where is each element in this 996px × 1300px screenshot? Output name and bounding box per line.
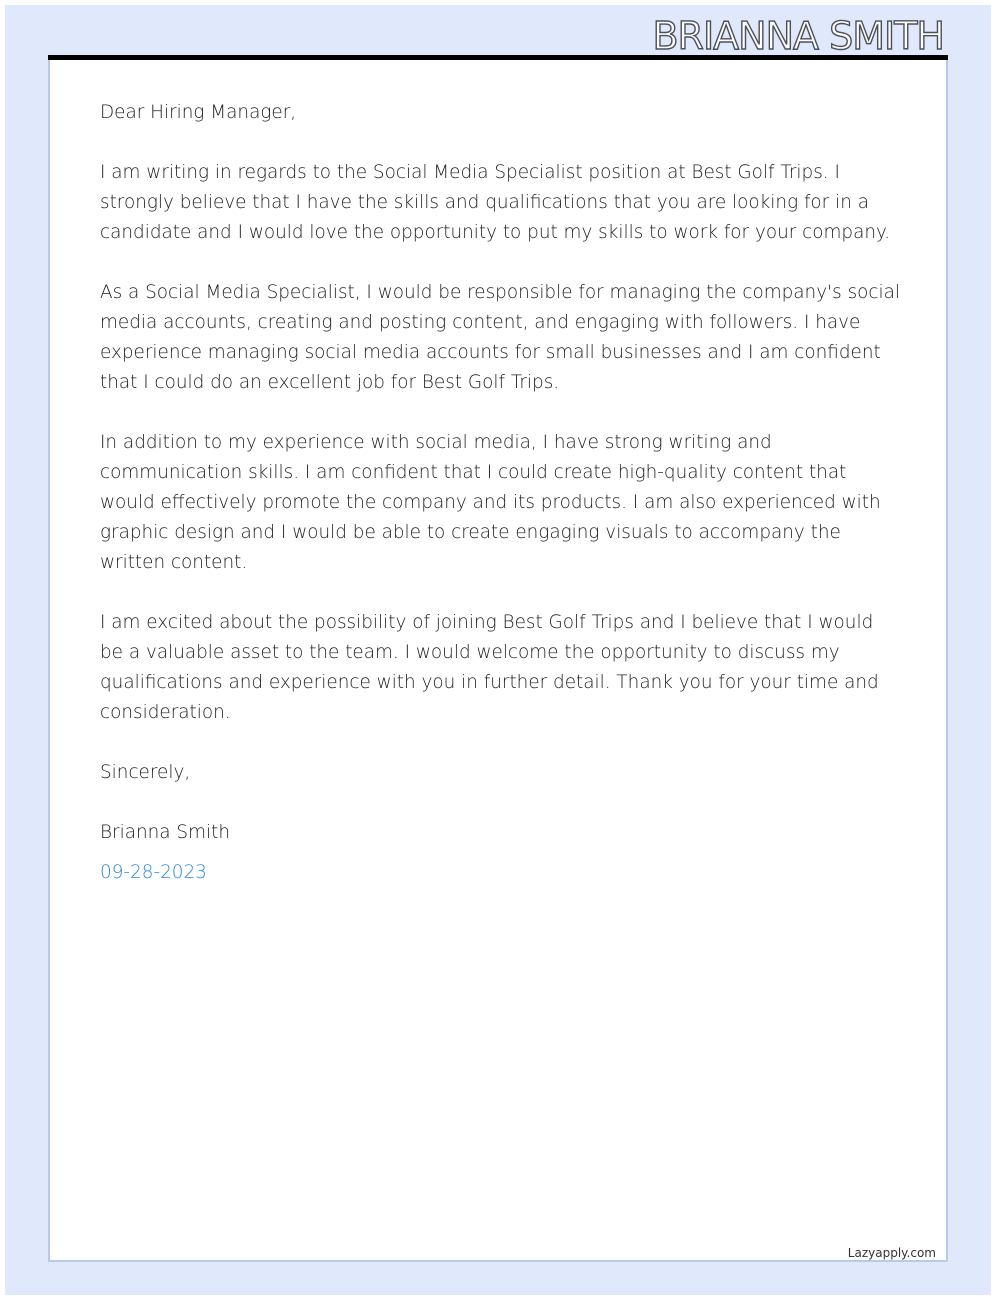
letter-date: 09-28-2023 [100, 862, 207, 883]
salutation: Dear Hiring Manager, [100, 102, 297, 123]
paragraph-closing: I am excited about the possibility of joining Best Golf Trips and I believe that I would be a valuable asset to the team. I would welcome the opportunity to discuss my qualifications and experience with you in further detail. Thank you for your time and consideration. [100, 612, 879, 723]
signature-name: Brianna Smith [100, 822, 230, 843]
closing: Sincerely, [100, 762, 191, 783]
footer-brand: Lazyapply.com [847, 1246, 936, 1260]
cover-letter-body [100, 98, 900, 888]
paragraph-role: As a Social Media Specialist, I would be responsible for managing the company's social media accounts, creating and posting content, and engaging with followers. I have experience managing social media accounts for small businesses and I am confident that I could do an excellent job for Best Golf Trips. [100, 282, 901, 393]
paragraph-intro: I am writing in regards to the Social Media Specialist position at Best Golf Trips. I strongly believe that I have the skills and qualifications that you are looking for in a candidate and I would love the opportunity to put my skills to work for your company. [100, 162, 891, 243]
paragraph-skills: In addition to my experience with social media, I have strong writing and communication skills. I am confident that I could create high-quality content that would effectively promote the company and its products. I am also experienced with graphic design and I would be able to create engaging visuals to accompany the written content. [100, 432, 881, 573]
applicant-name-header: BRIANNA SMITH [652, 14, 944, 58]
